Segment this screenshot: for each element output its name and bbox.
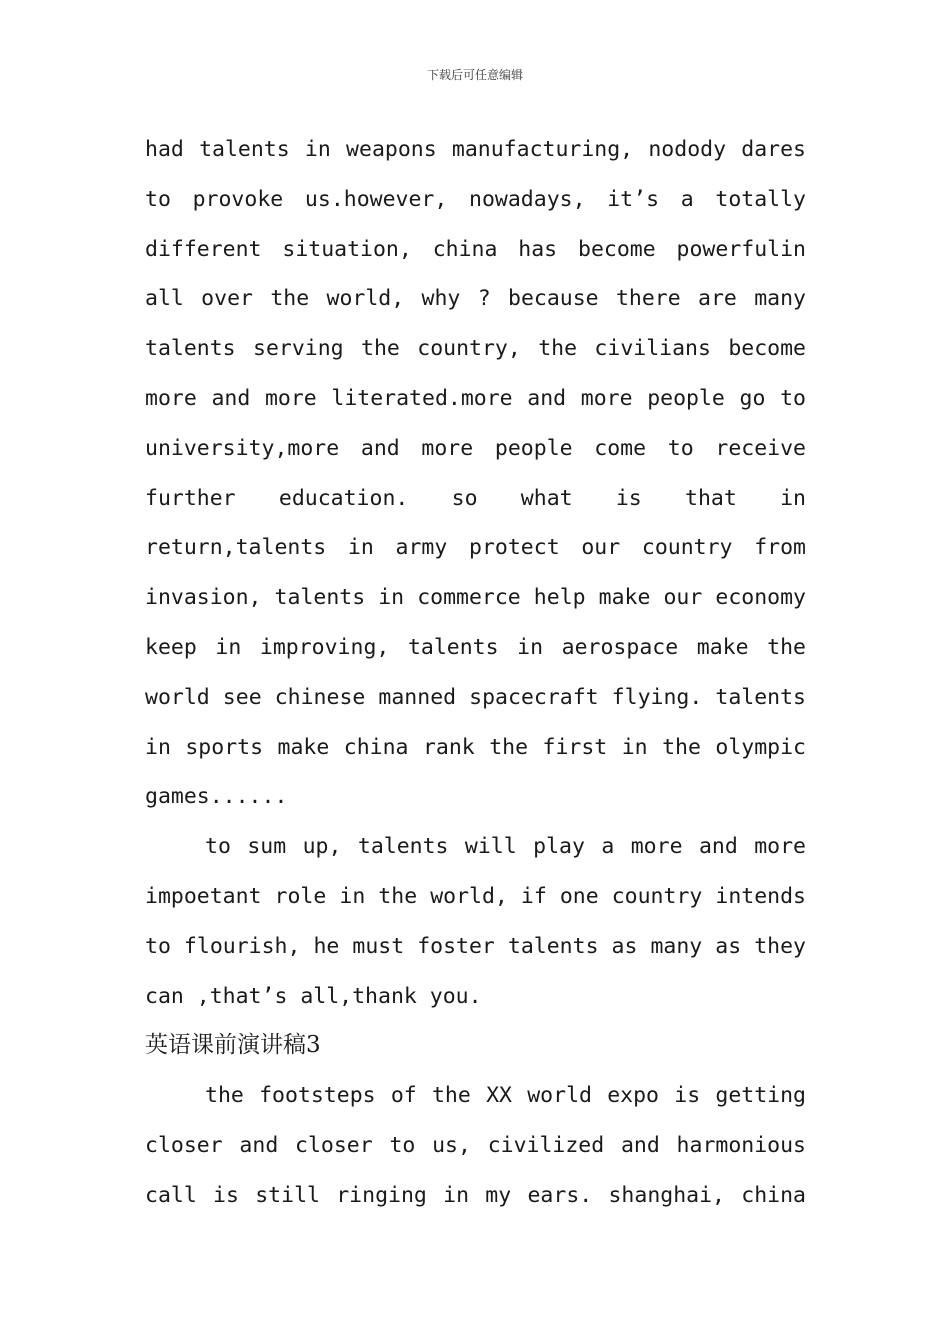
text-line: return,talents in army protect our country from — [145, 535, 806, 561]
text-line: closer and closer to us, civilized and harmonious — [145, 1132, 806, 1158]
text-line: world see chinese manned spacecraft flying. talents — [145, 684, 806, 710]
text-line: keep in improving, talents in aerospace make the — [145, 634, 806, 660]
text-line: talents serving the country, the civilians become — [145, 336, 806, 362]
section-heading: 英语课前演讲稿3 — [145, 1032, 321, 1059]
text-line: different situation, china has become powerfulin — [145, 236, 806, 262]
text-line: invasion, talents in commerce help make our economy — [145, 585, 806, 611]
text-line: all over the world, why ? because there are many — [145, 286, 806, 312]
text-line: in sports make china rank the first in the olympic — [145, 734, 806, 760]
document-body — [145, 125, 806, 1221]
text-line: can ,that’s all,thank you. — [145, 983, 482, 1009]
text-line: university,more and more people come to receive — [145, 435, 806, 461]
text-line: call is still ringing in my ears. shanghai, china — [145, 1182, 806, 1208]
text-line: had talents in weapons manufacturing, nodody dares — [145, 137, 806, 162]
paragraph-first-line: to sum up, talents will play a more and more — [205, 834, 806, 860]
text-line: to provoke us.however, nowadays, it’s a totally — [145, 186, 806, 212]
text-line: to flourish, he must foster talents as many as they — [145, 933, 806, 959]
paragraph-first-line: the footsteps of the XX world expo is getting — [205, 1083, 806, 1109]
text-line: more and more literated.more and more people go to — [145, 385, 806, 411]
text-line: further education. so what is that in — [145, 485, 806, 511]
text-line: games...... — [145, 784, 288, 810]
page-header-watermark: 下载后可任意编辑 — [426, 68, 523, 82]
text-line: impoetant role in the world, if one country intends — [145, 883, 806, 909]
